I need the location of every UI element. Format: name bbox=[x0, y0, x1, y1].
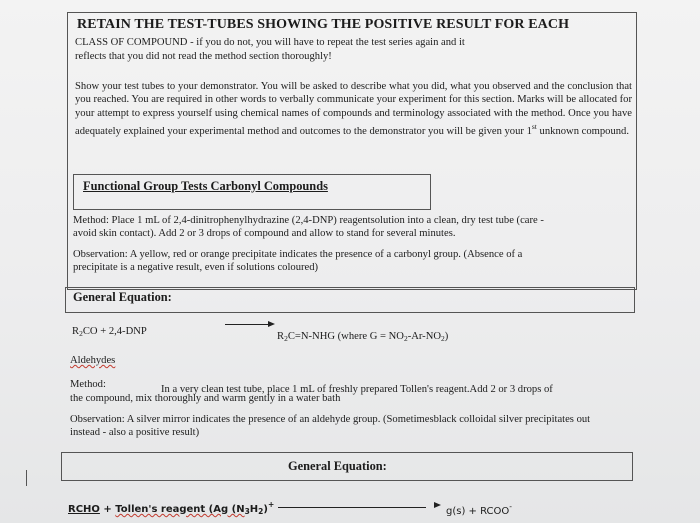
reactant-rest: CO + 2,4-DNP bbox=[82, 326, 147, 337]
header-line-2: reflects that you did not read the method section thoroughly! bbox=[75, 51, 332, 62]
equation-2-reactants: RCHO + Tollen's reagent (Ag $(N_3H_2)^+$ bbox=[68, 500, 275, 516]
general-equation-label-1: General Equation: bbox=[73, 290, 172, 304]
demonstrator-paragraph bbox=[75, 80, 632, 139]
reactant-rcho: RCHO bbox=[68, 504, 100, 515]
equation-2-products bbox=[446, 502, 512, 517]
aldehydes-method-text: In a very clean test tube, place 1 mL of freshly prepared Tollen's reagent.Add 2 or 3 drops of bbox=[161, 384, 553, 395]
carbonyl-method: Method: Place 1 mL of 2,4-dinitrophenylhydrazine (2,4-DNP) reagentsolution into a clean, dry test tube (care - avoid skin contact). Add 2 or 3 drops of compound and allow to stand for several minutes. bbox=[73, 215, 544, 240]
plus-sign: + bbox=[103, 504, 112, 515]
charge-plus: + bbox=[267, 500, 275, 509]
tollens-reagent: Tollen's reagent (Ag (N bbox=[115, 504, 245, 515]
product-charge: - bbox=[509, 502, 512, 511]
product-part-2: -Ar-NO bbox=[407, 331, 442, 342]
tollens-reagent-c: ) bbox=[263, 504, 268, 515]
product-r: R bbox=[277, 331, 285, 342]
demonstrator-text: Show your test tubes to your demonstrator. You will be asked to describe what you did, what you observed and the conclusion that you reached. You are required in other words to verbally communicate your experiment for this section. Marks will be allocated for your attempt to express yourself using chemical names of compounds and terminology associated with the method. Once you have adequately explained your experimental method and outcomes to the demonstrator you will be given your 1 bbox=[75, 81, 632, 138]
product-r-subscript: 2 bbox=[284, 334, 288, 343]
ordinal-suffix: st bbox=[531, 122, 537, 132]
general-equation-label-2: General Equation: bbox=[288, 459, 387, 473]
aldehydes-method-line-2: the compound, mix thoroughly and warm gently in a water bath bbox=[70, 393, 341, 404]
equation-1-products: $R_2C=N$-NHG (where $G = NO_2-Ar-NO_2$) bbox=[277, 331, 449, 343]
product-part-3: ) bbox=[444, 331, 449, 342]
tollens-reagent-b: H bbox=[249, 504, 259, 515]
demonstrator-tail: unknown compound. bbox=[536, 126, 630, 138]
header-line-1: CLASS OF COMPOUND - if you do not, you will have to repeat the test series again and it bbox=[75, 37, 465, 48]
reaction-arrow-2-head bbox=[434, 502, 441, 508]
aldehydes-observation: Observation: A silver mirror indicates the presence of an aldehyde group. (Sometimesblack colloidal silver precipitates out instead - also a positive result) bbox=[70, 414, 591, 439]
product-part-1: C=N-NHG (where G = NO bbox=[287, 331, 404, 342]
carbonyl-heading: Functional Group Tests Carbonyl Compounds bbox=[83, 179, 328, 193]
reaction-arrow-1 bbox=[225, 324, 269, 325]
equation-1-reactants bbox=[72, 326, 147, 338]
aldehydes-method-label: Method: bbox=[70, 379, 106, 390]
header-title: RETAIN THE TEST-TUBES SHOWING THE POSITIVE RESULT FOR EACH bbox=[77, 17, 570, 32]
product-silver: g(s) + RCOO bbox=[446, 506, 510, 517]
margin-mark bbox=[26, 470, 27, 486]
reaction-arrow-1-head bbox=[268, 321, 275, 327]
reaction-arrow-2 bbox=[278, 507, 426, 508]
reactant-r: R bbox=[72, 326, 80, 337]
aldehydes-heading: Aldehydes bbox=[70, 355, 116, 366]
reactant-r-subscript: 2 bbox=[79, 329, 83, 338]
carbonyl-observation: Observation: A yellow, red or orange precipitate indicates the presence of a carbonyl group. (Absence of a precipitate is a negative result, even if solutions coloured) bbox=[73, 249, 523, 274]
